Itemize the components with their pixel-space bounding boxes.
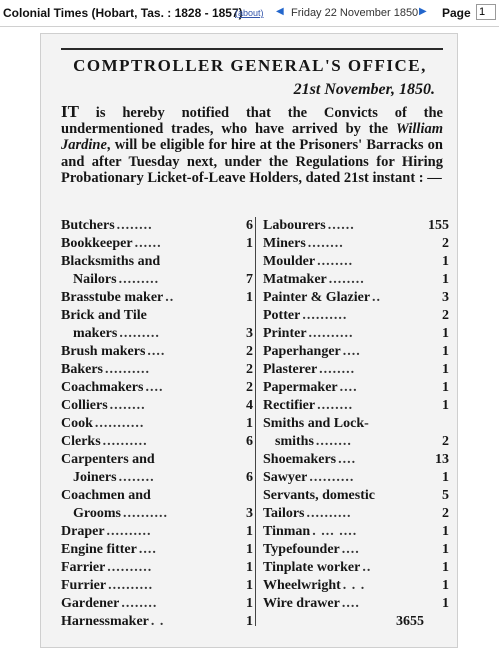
- newspaper-article: [40, 33, 458, 648]
- trade-count: 1: [246, 578, 253, 593]
- leader-dots: .........: [118, 272, 160, 287]
- trade-name: Engine fitter: [61, 542, 137, 557]
- trade-count: 1: [246, 524, 253, 539]
- trade-row: [61, 433, 253, 451]
- trade-count: 1: [246, 290, 253, 305]
- trade-name: Brick and Tile: [61, 308, 147, 323]
- trade-row: [263, 325, 449, 343]
- trade-row: [61, 289, 253, 307]
- trade-name: Bakers: [61, 362, 103, 377]
- trade-row: [61, 271, 253, 289]
- trade-row: [61, 505, 253, 523]
- trade-count: 2: [246, 344, 253, 359]
- trade-count: 13: [435, 452, 449, 467]
- trade-name: Wire drawer: [263, 596, 340, 611]
- leader-dots: ..........: [302, 308, 348, 323]
- trade-name: Matmaker: [263, 272, 327, 287]
- trade-row: [263, 451, 449, 469]
- trade-count: 1: [442, 380, 449, 395]
- trade-row: [61, 217, 253, 235]
- trade-row: [61, 487, 253, 505]
- trade-count: 1: [442, 254, 449, 269]
- trade-row: [263, 505, 449, 523]
- trade-row: [61, 235, 253, 253]
- trade-row: [263, 397, 449, 415]
- trade-count: 1: [246, 236, 253, 251]
- trade-name: Coachmen and: [61, 488, 151, 503]
- leader-dots: ........: [328, 272, 365, 287]
- trade-row: [263, 577, 449, 595]
- leader-dots: ....: [341, 596, 360, 611]
- trade-name: smiths: [275, 434, 314, 449]
- trade-name: Clerks: [61, 434, 101, 449]
- publication-title: Colonial Times (Hobart, Tas. : 1828 - 1857): [3, 6, 243, 20]
- trade-count: 3: [246, 506, 253, 521]
- column-divider: [255, 217, 256, 626]
- trade-row: [61, 415, 253, 433]
- trade-row: [61, 253, 253, 271]
- leader-dots: ..........: [106, 524, 152, 539]
- page-label: Page: [442, 6, 471, 20]
- top-rule: [61, 48, 443, 50]
- trade-count: 1: [442, 470, 449, 485]
- leader-dots: ........: [317, 398, 354, 413]
- trade-name: Tailors: [263, 506, 305, 521]
- trade-count: 1: [442, 524, 449, 539]
- trade-count: 155: [428, 218, 449, 233]
- notice-text-after-ship: , will be eligible for hire at the Prisoners' Barracks on and after Tuesday next, under the Regulations for Hiring Probationary Licket-of-Leave Holders, dated 21st instant : —: [61, 137, 443, 186]
- leader-dots: ..........: [122, 506, 168, 521]
- trade-name: Grooms: [73, 506, 121, 521]
- leader-dots: ..........: [105, 362, 150, 377]
- trade-name: Paperhanger: [263, 344, 341, 359]
- trade-row: [263, 217, 449, 235]
- trade-count: 5: [442, 488, 449, 503]
- leader-dots: ........: [319, 362, 356, 377]
- trade-name: Papermaker: [263, 380, 338, 395]
- trade-row: [263, 433, 449, 451]
- trade-name: Shoemakers: [263, 452, 337, 467]
- trade-row: [263, 361, 449, 379]
- leader-dots: ..........: [108, 578, 154, 593]
- leader-dots: . ... ....: [312, 524, 358, 539]
- trade-row: [61, 325, 253, 343]
- leader-dots: ....: [147, 344, 166, 359]
- trade-count: 1: [442, 578, 449, 593]
- total-count: 3655: [396, 614, 424, 629]
- viewer-toolbar: [0, 0, 499, 27]
- trade-count: 3: [246, 326, 253, 341]
- trade-name: Labourers: [263, 218, 326, 233]
- trade-name: Draper: [61, 524, 105, 539]
- trade-name: Blacksmiths and: [61, 254, 161, 269]
- trade-name: Butchers: [61, 218, 115, 233]
- trade-row: [61, 361, 253, 379]
- leader-dots: ..........: [306, 506, 352, 521]
- trade-name: Furrier: [61, 578, 107, 593]
- trade-count: 1: [246, 416, 253, 431]
- trade-name: makers: [73, 326, 118, 341]
- trade-row: [263, 289, 449, 307]
- trade-row: [61, 307, 253, 325]
- trade-row: [263, 343, 449, 361]
- trade-row: [263, 271, 449, 289]
- leader-dots: ....: [339, 380, 358, 395]
- next-issue-arrow-icon[interactable]: ▶: [419, 6, 427, 17]
- trade-count: 2: [246, 362, 253, 377]
- leader-dots: ....: [341, 542, 360, 557]
- trade-name: Nailors: [73, 272, 117, 287]
- trade-name: Printer: [263, 326, 307, 341]
- trade-count: 2: [442, 434, 449, 449]
- trade-row: [61, 451, 253, 469]
- trade-row: [61, 577, 253, 595]
- leader-dots: ..: [165, 290, 175, 305]
- ship-name: William Jardine: [61, 121, 443, 154]
- trade-count: 1: [442, 362, 449, 377]
- leader-dots: .........: [119, 326, 160, 341]
- about-link[interactable]: (about): [235, 8, 264, 18]
- trade-row: [61, 595, 253, 613]
- trade-name: Wheelwright: [263, 578, 341, 593]
- trade-name: Harnessmaker: [61, 614, 149, 629]
- trades-left-column: [61, 217, 253, 631]
- issue-date: Friday 22 November 1850: [291, 7, 419, 19]
- trade-row: [263, 523, 449, 541]
- trade-row: [61, 343, 253, 361]
- trade-count: 1: [442, 560, 449, 575]
- trade-row: [263, 379, 449, 397]
- leader-dots: ...........: [94, 416, 145, 431]
- trade-name: Farrier: [61, 560, 106, 575]
- leader-dots: ..........: [308, 326, 354, 341]
- article-heading: COMPTROLLER GENERAL'S OFFICE,: [73, 56, 427, 75]
- trade-name: Servants, domestic: [263, 488, 375, 503]
- trade-name: Rectifier: [263, 398, 316, 413]
- trade-name: Potter: [263, 308, 301, 323]
- leader-dots: ........: [118, 470, 155, 485]
- trade-count: 4: [246, 398, 253, 413]
- trade-count: 2: [442, 506, 449, 521]
- trade-count: 1: [246, 560, 253, 575]
- trade-count: 1: [246, 542, 253, 557]
- trade-name: Tinman: [263, 524, 311, 539]
- trade-name: Miners: [263, 236, 306, 251]
- trade-row: [263, 235, 449, 253]
- leader-dots: ........: [317, 254, 354, 269]
- trade-row: [61, 559, 253, 577]
- trade-count: 6: [246, 470, 253, 485]
- trade-name: Bookkeeper: [61, 236, 133, 251]
- article-dateline: 21st November, 1850.: [293, 81, 435, 98]
- trade-name: Joiners: [73, 470, 117, 485]
- trade-row: [263, 559, 449, 577]
- leader-dots: ....: [145, 380, 164, 395]
- notice-text-before-ship: is hereby notified that the Convicts of the undermentioned trades, who have arrived by the: [61, 105, 443, 138]
- leader-dots: ........: [116, 218, 153, 233]
- trade-name: Colliers: [61, 398, 108, 413]
- trades-right-column: [263, 217, 449, 613]
- leader-dots: ..........: [107, 560, 153, 575]
- trade-row: [61, 613, 253, 631]
- leader-dots: ........: [109, 398, 146, 413]
- trade-count: 1: [246, 596, 253, 611]
- trade-count: 1: [442, 326, 449, 341]
- leader-dots: ..........: [102, 434, 148, 449]
- page-number-input[interactable]: [476, 4, 496, 20]
- leader-dots: ......: [134, 236, 162, 251]
- trade-count: 2: [442, 308, 449, 323]
- trade-name: Painter & Glazier: [263, 290, 371, 305]
- leader-dots: ....: [342, 344, 361, 359]
- trade-name: Brush makers: [61, 344, 146, 359]
- trade-row: [263, 487, 449, 505]
- leader-dots: ....: [338, 452, 357, 467]
- trade-row: [61, 397, 253, 415]
- leader-dots: ..: [362, 560, 372, 575]
- trade-name: Gardener: [61, 596, 120, 611]
- trade-count: 1: [442, 542, 449, 557]
- leader-dots: ......: [327, 218, 355, 233]
- leader-dots: ....: [138, 542, 157, 557]
- previous-issue-arrow-icon[interactable]: ◀: [276, 6, 284, 17]
- trade-count: 1: [442, 398, 449, 413]
- trade-count: 1: [442, 596, 449, 611]
- notice-paragraph: [61, 104, 443, 186]
- trade-count: 2: [246, 380, 253, 395]
- leader-dots: ........: [315, 434, 352, 449]
- trade-row: [263, 595, 449, 613]
- trade-count: 3: [442, 290, 449, 305]
- trade-row: [61, 523, 253, 541]
- trade-row: [263, 307, 449, 325]
- trade-row: [263, 541, 449, 559]
- trade-row: [61, 379, 253, 397]
- leader-dots: ..........: [309, 470, 355, 485]
- trade-name: Coachmakers: [61, 380, 144, 395]
- trade-count: 7: [246, 272, 253, 287]
- trade-name: Brasstube maker: [61, 290, 164, 305]
- leader-dots: ........: [121, 596, 158, 611]
- leader-dots: ..: [372, 290, 382, 305]
- trade-row: [61, 541, 253, 559]
- trade-name: Typefounder: [263, 542, 340, 557]
- trade-name: Moulder: [263, 254, 316, 269]
- trade-count: 6: [246, 434, 253, 449]
- trade-name: Cook: [61, 416, 93, 431]
- leader-dots: . .: [150, 614, 165, 629]
- trade-row: [263, 469, 449, 487]
- trade-name: Sawyer: [263, 470, 308, 485]
- notice-first-word: IT: [61, 102, 79, 121]
- trade-count: 1: [442, 344, 449, 359]
- trade-row: [263, 253, 449, 271]
- trade-name: Tinplate worker: [263, 560, 361, 575]
- leader-dots: . . .: [342, 578, 366, 593]
- trade-count: 2: [442, 236, 449, 251]
- trade-count: 1: [246, 614, 253, 629]
- trade-name: Smiths and Lock-: [263, 416, 369, 431]
- trade-count: 1: [442, 272, 449, 287]
- trade-name: Carpenters and: [61, 452, 155, 467]
- trade-count: 6: [246, 218, 253, 233]
- trade-row: [61, 469, 253, 487]
- trade-row: [263, 415, 449, 433]
- trade-name: Plasterer: [263, 362, 318, 377]
- leader-dots: ........: [307, 236, 344, 251]
